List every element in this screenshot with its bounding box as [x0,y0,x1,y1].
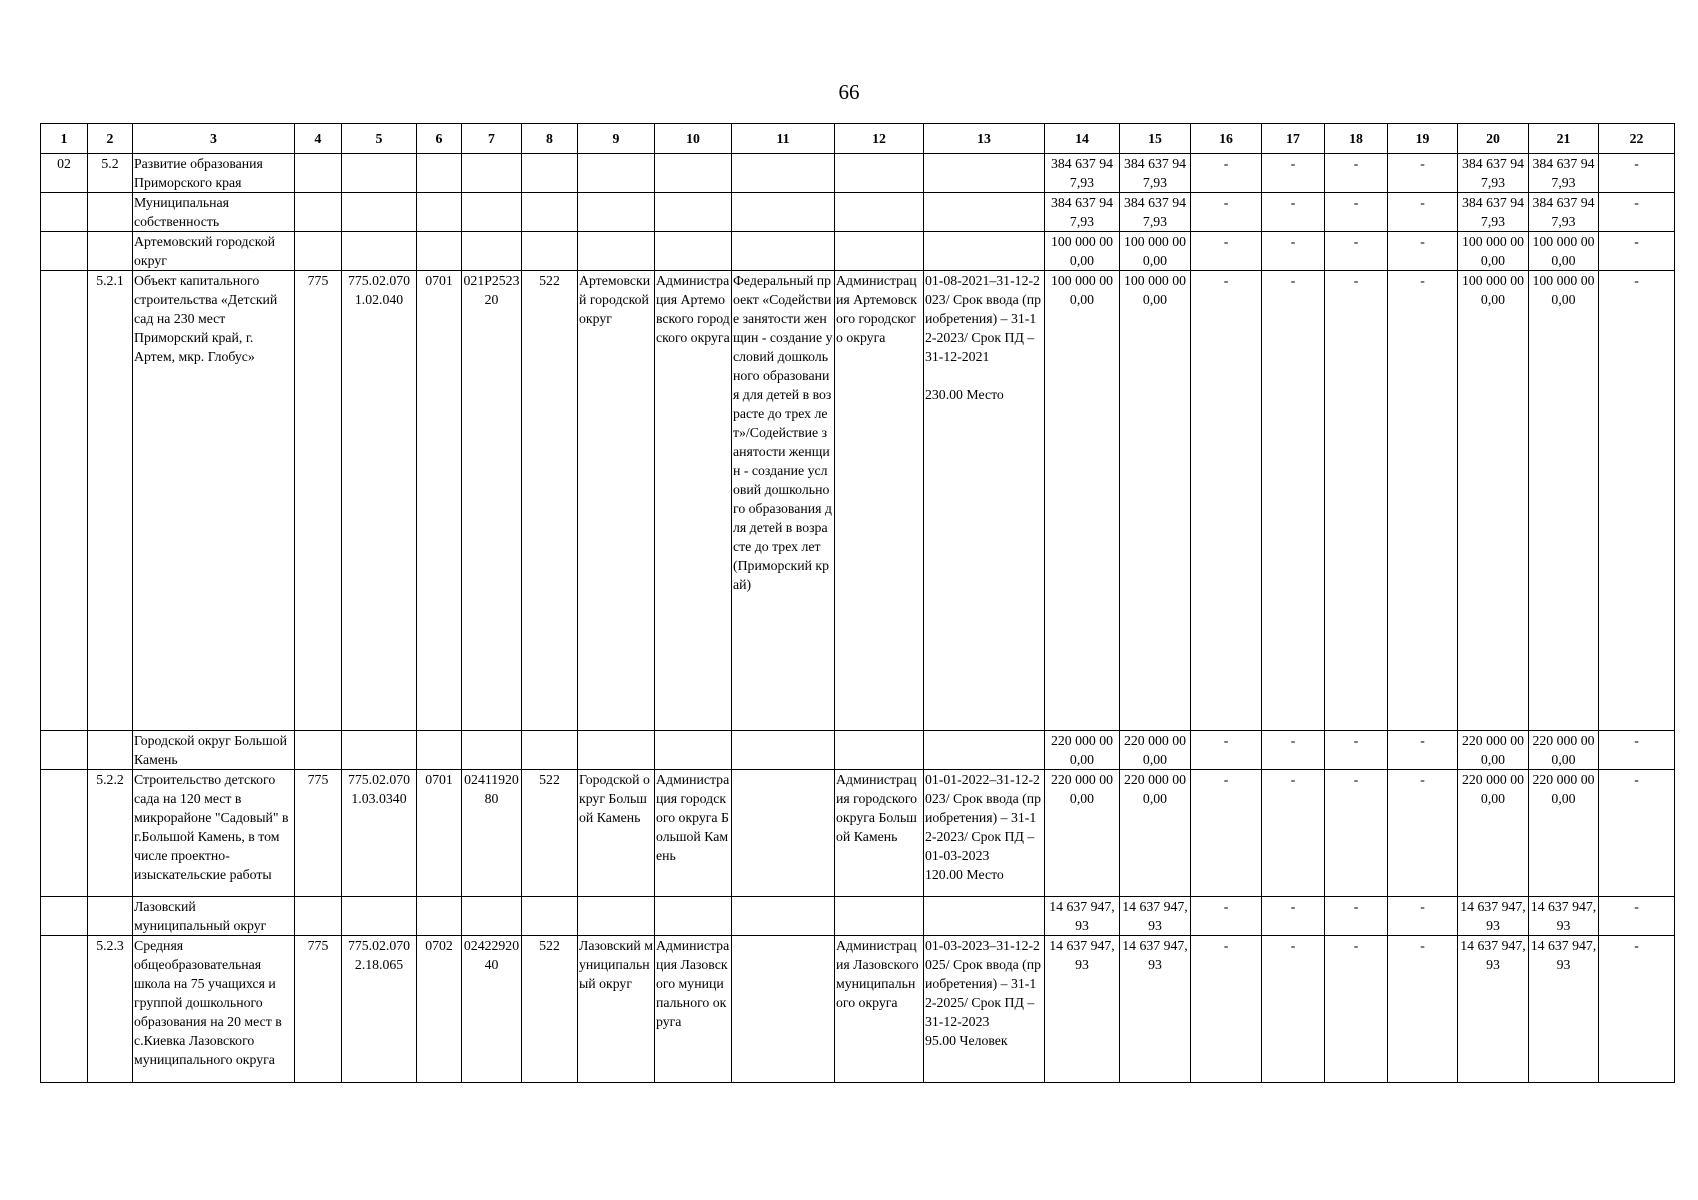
table-cell-col-19: - [1388,193,1458,232]
table-cell-col-15: 14 637 947,93 [1120,897,1191,936]
column-header: 5 [342,124,417,154]
table-cell-col-12 [835,731,924,770]
table-cell-col-5 [342,154,417,193]
table-row [41,271,1675,731]
table-cell-col-18: - [1325,154,1388,193]
table-cell-col-7 [462,154,522,193]
table-cell-col-3: Лазовский муниципальный округ [133,897,295,936]
table-cell-col-17: - [1262,193,1325,232]
table-cell-col-3: Муниципальная собственность [133,193,295,232]
column-header: 6 [417,124,462,154]
column-header: 12 [835,124,924,154]
table-cell-col-11 [732,731,835,770]
column-header: 20 [1458,124,1529,154]
table-cell-col-15: 100 000 000,00 [1120,271,1191,731]
table-cell-col-8: 522 [522,271,578,731]
table-cell-col-11 [732,770,835,897]
table-cell-col-20: 14 637 947,93 [1458,897,1529,936]
table-cell-col-20: 220 000 000,00 [1458,731,1529,770]
table-cell-col-3: Городской округ Большой Камень [133,731,295,770]
table-cell-col-10: Администрация Артемовского городского округа [655,271,732,731]
column-header: 21 [1529,124,1599,154]
table-cell-col-19: - [1388,897,1458,936]
table-cell-col-9 [578,232,655,271]
table-cell-col-1: 02 [41,154,88,193]
column-header: 1 [41,124,88,154]
table-cell-col-3: Строительство детского сада на 120 мест в микрорайоне "Садовый" в г.Большой Камень, в том числе проектно-изыскательские работы [133,770,295,897]
page-number: 66 [838,80,860,104]
column-header: 16 [1191,124,1262,154]
column-header: 13 [924,124,1045,154]
table-cell-col-12 [835,193,924,232]
table-cell-col-12 [835,897,924,936]
table-cell-col-14: 220 000 000,00 [1045,770,1120,897]
table-cell-col-2: 5.2.1 [88,271,133,731]
table-cell-col-10 [655,193,732,232]
table-cell-col-21: 100 000 000,00 [1529,271,1599,731]
table-cell-col-2 [88,897,133,936]
table-cell-col-7 [462,232,522,271]
table-cell-col-16: - [1191,271,1262,731]
table-cell-col-7: 0241192080 [462,770,522,897]
table-cell-col-17: - [1262,731,1325,770]
table-cell-col-9 [578,154,655,193]
table-cell-col-5 [342,193,417,232]
table-cell-col-6: 0701 [417,770,462,897]
table-cell-col-1 [41,936,88,1083]
table-cell-col-17: - [1262,271,1325,731]
table-cell-col-6: 0701 [417,271,462,731]
table-cell-col-6 [417,731,462,770]
table-cell-col-20: 14 637 947,93 [1458,936,1529,1083]
column-header: 15 [1120,124,1191,154]
table-cell-col-1 [41,731,88,770]
table-cell-col-18: - [1325,193,1388,232]
table-cell-col-15: 14 637 947,93 [1120,936,1191,1083]
table-cell-col-19: - [1388,154,1458,193]
table-cell-col-21: 14 637 947,93 [1529,897,1599,936]
table-cell-col-1 [41,897,88,936]
column-header: 3 [133,124,295,154]
table-cell-col-15: 220 000 000,00 [1120,770,1191,897]
table-cell-col-17: - [1262,770,1325,897]
table-cell-col-21: 14 637 947,93 [1529,936,1599,1083]
table-cell-col-5 [342,232,417,271]
table-cell-col-22: - [1599,897,1675,936]
table-cell-col-14: 100 000 000,00 [1045,232,1120,271]
column-header: 8 [522,124,578,154]
table-cell-col-6 [417,232,462,271]
table-row [41,731,1675,770]
table-cell-col-5: 775.02.0702.18.065 [342,936,417,1083]
table-cell-col-8 [522,232,578,271]
column-header: 9 [578,124,655,154]
table-cell-col-12: Администрация городского округа Большой Камень [835,770,924,897]
table-cell-col-2: 5.2 [88,154,133,193]
table-cell-col-6: 0702 [417,936,462,1083]
table-cell-col-11 [732,936,835,1083]
table-cell-col-16: - [1191,770,1262,897]
table-cell-col-11 [732,154,835,193]
table-cell-col-10 [655,232,732,271]
table-cell-col-19: - [1388,232,1458,271]
table-cell-col-13 [924,193,1045,232]
table-cell-col-4 [295,731,342,770]
column-header: 22 [1599,124,1675,154]
table-cell-col-6 [417,154,462,193]
column-header: 7 [462,124,522,154]
table-cell-col-22: - [1599,731,1675,770]
table-cell-col-16: - [1191,154,1262,193]
table-cell-col-19: - [1388,936,1458,1083]
table-cell-col-11 [732,232,835,271]
table-cell-col-16: - [1191,936,1262,1083]
table-cell-col-13 [924,154,1045,193]
table-cell-col-14: 14 637 947,93 [1045,897,1120,936]
table-row [41,154,1675,193]
table-cell-col-6 [417,193,462,232]
table-cell-col-22: - [1599,193,1675,232]
table-cell-col-10: Администрация Лазовского муниципального округа [655,936,732,1083]
table-cell-col-14: 384 637 947,93 [1045,193,1120,232]
table-cell-col-2 [88,193,133,232]
table-cell-col-5 [342,897,417,936]
table-cell-col-1 [41,770,88,897]
table-cell-col-13: 01-03-2023–31-12-2025/ Срок ввода (приобретения) – 31-12-2025/ Срок ПД – 31-12-2023 95.00 Человек [924,936,1045,1083]
table-cell-col-17: - [1262,897,1325,936]
table-row [41,897,1675,936]
table-cell-col-17: - [1262,936,1325,1083]
table-cell-col-10 [655,154,732,193]
table-cell-col-8 [522,154,578,193]
table-cell-col-13 [924,232,1045,271]
table-cell-col-4 [295,897,342,936]
table-cell-col-22: - [1599,936,1675,1083]
table-cell-col-20: 384 637 947,93 [1458,154,1529,193]
table-cell-col-19: - [1388,770,1458,897]
table-cell-col-18: - [1325,232,1388,271]
column-header: 11 [732,124,835,154]
table-cell-col-3: Средняя общеобразовательная школа на 75 учащихся и группой дошкольного образования на 20 мест в с.Киевка Лазовского муниципального округа [133,936,295,1083]
table-cell-col-16: - [1191,897,1262,936]
table-cell-col-12: Администрация Артемовского городского округа [835,271,924,731]
table-cell-col-18: - [1325,731,1388,770]
column-header: 19 [1388,124,1458,154]
table-row [41,193,1675,232]
table-cell-col-13: 01-08-2021–31-12-2023/ Срок ввода (приобретения) – 31-12-2023/ Срок ПД – 31-12-2021 230.00 Место [924,271,1045,731]
table-cell-col-2: 5.2.2 [88,770,133,897]
table-cell-col-14: 100 000 000,00 [1045,271,1120,731]
table-cell-col-1 [41,232,88,271]
table-cell-col-14: 384 637 947,93 [1045,154,1120,193]
column-header: 14 [1045,124,1120,154]
table-cell-col-11 [732,897,835,936]
table-cell-col-12 [835,154,924,193]
table-cell-col-7: 0242292040 [462,936,522,1083]
table-cell-col-18: - [1325,936,1388,1083]
table-cell-col-7 [462,193,522,232]
table-cell-col-4 [295,154,342,193]
table-cell-col-16: - [1191,232,1262,271]
table-cell-col-13: 01-01-2022–31-12-2023/ Срок ввода (приобретения) – 31-12-2023/ Срок ПД – 01-03-2023 120.00 Место [924,770,1045,897]
table-cell-col-4 [295,193,342,232]
column-header: 17 [1262,124,1325,154]
table-cell-col-2 [88,232,133,271]
table-cell-col-20: 100 000 000,00 [1458,232,1529,271]
table-cell-col-20: 100 000 000,00 [1458,271,1529,731]
table-cell-col-22: - [1599,154,1675,193]
table-cell-col-15: 100 000 000,00 [1120,232,1191,271]
table-cell-col-21: 384 637 947,93 [1529,193,1599,232]
column-header: 4 [295,124,342,154]
column-header: 18 [1325,124,1388,154]
table-cell-col-4: 775 [295,770,342,897]
table-cell-col-10: Администрация городского округа Большой Камень [655,770,732,897]
table-cell-col-7 [462,897,522,936]
table-cell-col-17: - [1262,232,1325,271]
table-cell-col-1 [41,193,88,232]
table-row [41,232,1675,271]
table-row [41,936,1675,1083]
table-cell-col-4: 775 [295,271,342,731]
table-cell-col-19: - [1388,271,1458,731]
table-cell-col-7 [462,731,522,770]
table-cell-col-8: 522 [522,770,578,897]
table-cell-col-3: Объект капитального строительства «Детский сад на 230 мест Приморский край, г. Артем, мкр. Глобус» [133,271,295,731]
table-row [41,770,1675,897]
table-cell-col-11: Федеральный проект «Содействие занятости женщин - создание условий дошкольного образования для детей в возрасте до трех лет»/Содействие занятости женщин - создание условий дошкольного образования для детей в возрасте до трех лет (Приморский край) [732,271,835,731]
table-cell-col-12: Администрация Лазовского муниципального округа [835,936,924,1083]
table-cell-col-9 [578,731,655,770]
table-cell-col-11 [732,193,835,232]
table-cell-col-14: 14 637 947,93 [1045,936,1120,1083]
table-cell-col-20: 220 000 000,00 [1458,770,1529,897]
table-cell-col-22: - [1599,770,1675,897]
table-cell-col-9: Лазовский муниципальный округ [578,936,655,1083]
table-cell-col-3: Артемовский городской округ [133,232,295,271]
table-cell-col-18: - [1325,271,1388,731]
table-cell-col-12 [835,232,924,271]
table-cell-col-9 [578,193,655,232]
table-cell-col-9 [578,897,655,936]
table-cell-col-10 [655,731,732,770]
table-cell-col-16: - [1191,731,1262,770]
table-cell-col-9: Городской округ Большой Камень [578,770,655,897]
table-cell-col-4 [295,232,342,271]
table-cell-col-14: 220 000 000,00 [1045,731,1120,770]
table-cell-col-13 [924,731,1045,770]
table-cell-col-18: - [1325,770,1388,897]
table-cell-col-16: - [1191,193,1262,232]
table-cell-col-15: 384 637 947,93 [1120,193,1191,232]
table-cell-col-5 [342,731,417,770]
table-cell-col-8: 522 [522,936,578,1083]
table-cell-col-20: 384 637 947,93 [1458,193,1529,232]
table-cell-col-22: - [1599,271,1675,731]
table-cell-col-4: 775 [295,936,342,1083]
table-cell-col-17: - [1262,154,1325,193]
table-cell-col-19: - [1388,731,1458,770]
table-cell-col-18: - [1325,897,1388,936]
header-row [41,124,1675,154]
table-cell-col-21: 220 000 000,00 [1529,770,1599,897]
table-cell-col-21: 100 000 000,00 [1529,232,1599,271]
table-cell-col-5: 775.02.0701.02.040 [342,271,417,731]
table-cell-col-8 [522,193,578,232]
table-cell-col-9: Артемовский городской округ [578,271,655,731]
table-cell-col-5: 775.02.0701.03.0340 [342,770,417,897]
table-cell-col-13 [924,897,1045,936]
column-header: 10 [655,124,732,154]
table-cell-col-6 [417,897,462,936]
table-cell-col-22: - [1599,232,1675,271]
table-cell-col-7: 021P252320 [462,271,522,731]
column-header: 2 [88,124,133,154]
table-cell-col-2 [88,731,133,770]
table-cell-col-1 [41,271,88,731]
table-cell-col-21: 220 000 000,00 [1529,731,1599,770]
table-cell-col-8 [522,731,578,770]
table-cell-col-21: 384 637 947,93 [1529,154,1599,193]
budget-table [40,123,1675,1083]
table-cell-col-3: Развитие образования Приморского края [133,154,295,193]
table-cell-col-2: 5.2.3 [88,936,133,1083]
table-cell-col-15: 384 637 947,93 [1120,154,1191,193]
table-cell-col-8 [522,897,578,936]
table-cell-col-10 [655,897,732,936]
table-cell-col-15: 220 000 000,00 [1120,731,1191,770]
